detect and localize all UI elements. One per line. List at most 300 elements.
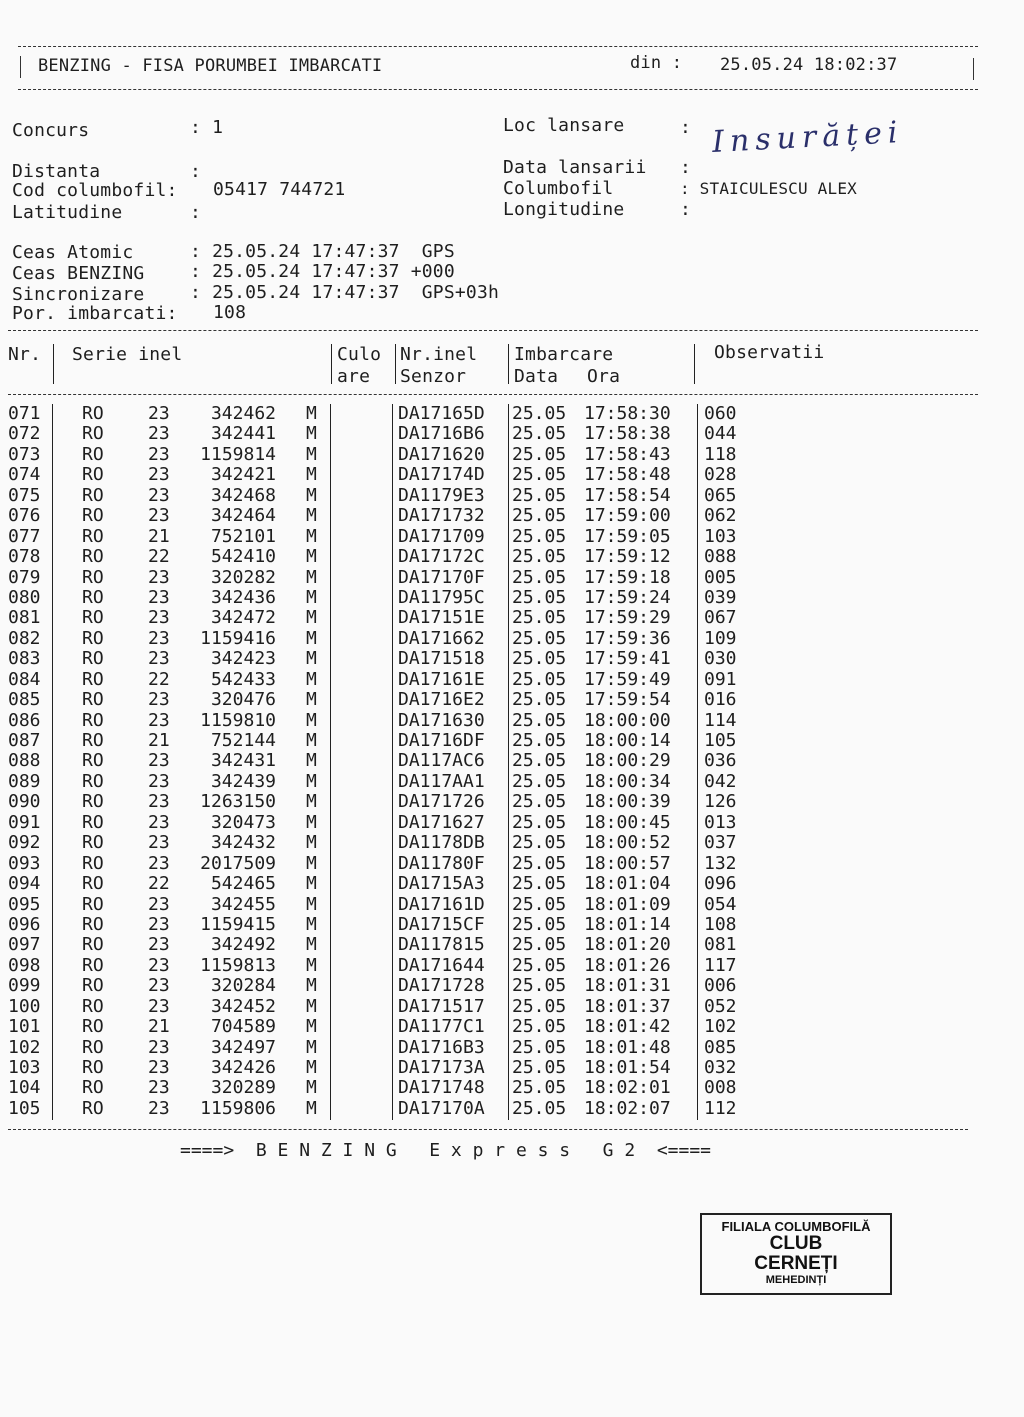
row-ring-number: 1159810 <box>200 709 276 731</box>
row-observation: 112 <box>704 1097 737 1119</box>
row-year: 23 <box>148 709 170 731</box>
header-divider-culoare <box>395 344 396 384</box>
row-observation: 081 <box>704 934 737 956</box>
row-country: RO <box>82 484 104 506</box>
print-date-label: din : <box>630 53 683 73</box>
row-nr: 072 <box>8 423 41 445</box>
row-country: RO <box>82 1016 104 1038</box>
row-time: 18:01:48 <box>584 1036 671 1058</box>
row-observation: 118 <box>704 443 737 465</box>
loc-lansare-label: Loc lansare <box>503 115 625 136</box>
row-country: RO <box>82 709 104 731</box>
row-sensor-tag: DA1716DF <box>398 730 485 751</box>
row-country: RO <box>82 913 104 935</box>
row-year: 23 <box>148 586 170 608</box>
row-country: RO <box>82 1097 104 1119</box>
row-country: RO <box>82 975 104 997</box>
row-date: 25.05 <box>512 832 567 854</box>
row-observation: 062 <box>704 505 737 527</box>
col-header-culoare-2: are <box>337 366 371 387</box>
row-sex: M <box>306 770 317 792</box>
row-nr: 098 <box>8 954 41 976</box>
row-country: RO <box>82 1077 104 1099</box>
row-ring-number: 342441 <box>210 423 276 445</box>
row-country: RO <box>82 546 104 568</box>
longitudine-value: : <box>680 199 692 220</box>
row-nr: 081 <box>8 607 41 629</box>
row-time: 18:00:29 <box>584 750 671 772</box>
row-sex: M <box>306 750 317 772</box>
table-row <box>0 404 1024 424</box>
row-sex: M <box>306 648 317 670</box>
row-date: 25.05 <box>512 668 567 690</box>
table-row <box>0 1058 1024 1078</box>
col-header-culoare-1: Culo <box>337 344 382 365</box>
row-sex: M <box>306 423 317 445</box>
row-time: 17:59:49 <box>584 668 671 690</box>
row-nr: 097 <box>8 934 41 956</box>
row-date: 25.05 <box>512 464 567 486</box>
row-nr: 094 <box>8 873 41 895</box>
table-row <box>0 670 1024 690</box>
table-bottom-rule <box>8 1129 968 1130</box>
row-sex: M <box>306 443 317 465</box>
table-row <box>0 772 1024 792</box>
row-date: 25.05 <box>512 403 567 424</box>
row-sensor-tag: DA117AA1 <box>398 770 485 792</box>
row-year: 23 <box>148 648 170 670</box>
header-divider-nr <box>53 344 54 384</box>
row-sensor-tag: DA17165D <box>398 403 485 424</box>
row-year: 23 <box>148 1077 170 1099</box>
row-sensor-tag: DA171620 <box>398 443 485 465</box>
row-country: RO <box>82 852 104 874</box>
row-sensor-tag: DA11780F <box>398 852 485 874</box>
row-date: 25.05 <box>512 505 567 527</box>
row-sensor-tag: DA1177C1 <box>398 1016 485 1038</box>
row-date: 25.05 <box>512 566 567 588</box>
row-sex: M <box>306 1057 317 1078</box>
row-date: 25.05 <box>512 627 567 649</box>
row-date: 25.05 <box>512 586 567 608</box>
row-sex: M <box>306 975 317 997</box>
row-country: RO <box>82 607 104 629</box>
row-date: 25.05 <box>512 546 567 568</box>
row-ring-number: 542465 <box>210 873 276 895</box>
row-year: 23 <box>148 464 170 486</box>
row-ring-number: 342462 <box>210 403 276 424</box>
row-time: 18:01:09 <box>584 893 671 915</box>
row-year: 23 <box>148 607 170 629</box>
row-nr: 074 <box>8 464 41 486</box>
porumbei-imbarcati-value: 108 <box>213 302 247 323</box>
row-nr: 100 <box>8 995 41 1017</box>
row-sex: M <box>306 791 317 813</box>
columbofil-label: Columbofil <box>503 178 614 199</box>
col-header-data: Data <box>514 366 559 387</box>
stamp-line-1: FILIALA COLUMBOFILĂ <box>721 1219 871 1234</box>
row-ring-number: 342468 <box>210 484 276 506</box>
row-observation: 030 <box>704 648 737 670</box>
row-sensor-tag: DA171709 <box>398 525 485 547</box>
row-sex: M <box>306 873 317 895</box>
row-sensor-tag: DA17170F <box>398 566 485 588</box>
row-sensor-tag: DA11795C <box>398 586 485 608</box>
row-ring-number: 1159806 <box>200 1097 276 1119</box>
row-year: 23 <box>148 627 170 649</box>
row-country: RO <box>82 750 104 772</box>
row-year: 23 <box>148 1036 170 1058</box>
row-sensor-tag: DA171517 <box>398 995 485 1017</box>
table-row <box>0 506 1024 526</box>
table-row <box>0 976 1024 996</box>
header-divider-nrinel <box>508 344 509 384</box>
row-country: RO <box>82 832 104 854</box>
concurs-label: Concurs <box>12 120 90 141</box>
row-time: 17:59:12 <box>584 546 671 568</box>
row-sex: M <box>306 709 317 731</box>
data-lansarii-colon: : <box>680 157 692 178</box>
row-country: RO <box>82 423 104 445</box>
row-ring-number: 342426 <box>210 1057 276 1078</box>
row-sensor-tag: DA171662 <box>398 627 485 649</box>
row-year: 23 <box>148 770 170 792</box>
row-ring-number: 342421 <box>210 464 276 486</box>
row-ring-number: 342455 <box>210 893 276 915</box>
row-sensor-tag: DA117815 <box>398 934 485 956</box>
row-country: RO <box>82 403 104 424</box>
row-sensor-tag: DA171726 <box>398 791 485 813</box>
row-year: 23 <box>148 423 170 445</box>
row-observation: 028 <box>704 464 737 486</box>
row-country: RO <box>82 770 104 792</box>
row-nr: 087 <box>8 730 41 751</box>
row-time: 18:00:39 <box>584 791 671 813</box>
row-time: 18:01:04 <box>584 873 671 895</box>
ceas-benzing-value: : 25.05.24 17:47:37 +000 <box>190 261 455 282</box>
row-sex: M <box>306 525 317 547</box>
row-observation: 103 <box>704 525 737 547</box>
row-ring-number: 320473 <box>210 811 276 833</box>
row-time: 17:59:36 <box>584 627 671 649</box>
row-nr: 071 <box>8 403 41 424</box>
row-time: 17:59:41 <box>584 648 671 670</box>
ceas-atomic-label: Ceas Atomic <box>12 242 134 263</box>
row-time: 17:59:24 <box>584 586 671 608</box>
row-time: 18:00:52 <box>584 832 671 854</box>
latitudine-value: : <box>190 202 202 223</box>
row-sex: M <box>306 586 317 608</box>
row-date: 25.05 <box>512 811 567 833</box>
table-row <box>0 608 1024 628</box>
col-header-serie: Serie inel <box>72 344 183 365</box>
row-date: 25.05 <box>512 709 567 731</box>
row-nr: 086 <box>8 709 41 731</box>
table-row <box>0 711 1024 731</box>
row-sensor-tag: DA1716B6 <box>398 423 485 445</box>
row-sex: M <box>306 484 317 506</box>
row-sex: M <box>306 546 317 568</box>
row-observation: 008 <box>704 1077 737 1099</box>
row-year: 23 <box>148 750 170 772</box>
row-year: 22 <box>148 546 170 568</box>
row-time: 17:59:18 <box>584 566 671 588</box>
table-row <box>0 751 1024 771</box>
header-right-edge <box>973 58 974 80</box>
row-country: RO <box>82 954 104 976</box>
table-row <box>0 813 1024 833</box>
row-observation: 042 <box>704 770 737 792</box>
row-country: RO <box>82 443 104 465</box>
row-sensor-tag: DA171644 <box>398 954 485 976</box>
table-row <box>0 731 1024 751</box>
table-row <box>0 424 1024 444</box>
table-row <box>0 915 1024 935</box>
sincronizare-label: Sincronizare <box>12 284 145 305</box>
table-row <box>0 1078 1024 1098</box>
table-body <box>0 404 1024 1119</box>
row-date: 25.05 <box>512 852 567 874</box>
row-ring-number: 320282 <box>210 566 276 588</box>
row-nr: 101 <box>8 1016 41 1038</box>
table-row <box>0 874 1024 894</box>
row-country: RO <box>82 1057 104 1078</box>
table-row <box>0 895 1024 915</box>
data-lansarii-label: Data lansarii <box>503 157 647 178</box>
col-header-nrinel-2: Senzor <box>400 366 467 387</box>
row-sensor-tag: DA17174D <box>398 464 485 486</box>
row-nr: 084 <box>8 668 41 690</box>
sincronizare-value: : 25.05.24 17:47:37 GPS+03h <box>190 282 500 303</box>
header-left-edge <box>20 56 21 78</box>
row-nr: 077 <box>8 525 41 547</box>
table-row <box>0 527 1024 547</box>
row-nr: 088 <box>8 750 41 772</box>
table-row <box>0 588 1024 608</box>
row-time: 17:59:00 <box>584 505 671 527</box>
row-sensor-tag: DA17151E <box>398 607 485 629</box>
row-time: 18:01:14 <box>584 913 671 935</box>
row-nr: 104 <box>8 1077 41 1099</box>
row-time: 18:00:14 <box>584 730 671 751</box>
row-nr: 091 <box>8 811 41 833</box>
row-sex: M <box>306 403 317 424</box>
latitudine-label: Latitudine <box>12 202 123 223</box>
row-date: 25.05 <box>512 689 567 711</box>
table-row <box>0 997 1024 1017</box>
row-nr: 082 <box>8 627 41 649</box>
row-ring-number: 342423 <box>210 648 276 670</box>
row-ring-number: 342492 <box>210 934 276 956</box>
row-nr: 073 <box>8 443 41 465</box>
row-date: 25.05 <box>512 484 567 506</box>
table-row <box>0 547 1024 567</box>
row-year: 23 <box>148 443 170 465</box>
row-observation: 052 <box>704 995 737 1017</box>
row-ring-number: 542410 <box>210 546 276 568</box>
row-sex: M <box>306 832 317 854</box>
row-ring-number: 2017509 <box>200 852 276 874</box>
row-sex: M <box>306 995 317 1017</box>
ceas-benzing-label: Ceas BENZING <box>12 263 145 284</box>
row-date: 25.05 <box>512 934 567 956</box>
row-year: 21 <box>148 525 170 547</box>
row-nr: 078 <box>8 546 41 568</box>
row-year: 23 <box>148 913 170 935</box>
row-country: RO <box>82 464 104 486</box>
row-date: 25.05 <box>512 1097 567 1119</box>
row-time: 18:01:31 <box>584 975 671 997</box>
columbofil-value: : STAICULESCU ALEX <box>680 179 857 198</box>
row-sensor-tag: DA171518 <box>398 648 485 670</box>
row-sex: M <box>306 505 317 527</box>
row-sex: M <box>306 627 317 649</box>
row-time: 18:00:00 <box>584 709 671 731</box>
porumbei-imbarcati-label: Por. imbarcati: <box>12 303 178 324</box>
row-sensor-tag: DA17161E <box>398 668 485 690</box>
header-bottom-rule <box>18 89 978 90</box>
header-top-rule <box>18 46 978 47</box>
row-date: 25.05 <box>512 1036 567 1058</box>
row-observation: 114 <box>704 709 737 731</box>
row-nr: 085 <box>8 689 41 711</box>
table-header-bottom-rule <box>8 394 978 395</box>
header-divider-serie <box>331 344 332 384</box>
row-observation: 032 <box>704 1057 737 1078</box>
table-row <box>0 1099 1024 1119</box>
row-time: 17:58:43 <box>584 443 671 465</box>
row-sex: M <box>306 689 317 711</box>
row-country: RO <box>82 893 104 915</box>
row-nr: 096 <box>8 913 41 935</box>
row-country: RO <box>82 934 104 956</box>
row-observation: 108 <box>704 913 737 935</box>
row-date: 25.05 <box>512 913 567 935</box>
club-stamp <box>700 1213 892 1295</box>
row-country: RO <box>82 586 104 608</box>
distanta-value: : <box>190 161 202 182</box>
row-year: 23 <box>148 954 170 976</box>
row-time: 18:00:45 <box>584 811 671 833</box>
row-year: 23 <box>148 852 170 874</box>
row-time: 17:58:30 <box>584 403 671 424</box>
row-date: 25.05 <box>512 525 567 547</box>
row-country: RO <box>82 730 104 751</box>
row-year: 23 <box>148 893 170 915</box>
row-sensor-tag: DA17172C <box>398 546 485 568</box>
row-date: 25.05 <box>512 443 567 465</box>
row-observation: 102 <box>704 1016 737 1038</box>
row-observation: 016 <box>704 689 737 711</box>
row-country: RO <box>82 1036 104 1058</box>
row-sensor-tag: DA17161D <box>398 893 485 915</box>
row-time: 18:01:26 <box>584 954 671 976</box>
table-row <box>0 1038 1024 1058</box>
row-observation: 065 <box>704 484 737 506</box>
row-nr: 080 <box>8 586 41 608</box>
table-row <box>0 935 1024 955</box>
row-sex: M <box>306 893 317 915</box>
row-observation: 044 <box>704 423 737 445</box>
row-ring-number: 1159813 <box>200 954 276 976</box>
row-year: 22 <box>148 873 170 895</box>
row-date: 25.05 <box>512 423 567 445</box>
row-ring-number: 1263150 <box>200 791 276 813</box>
row-nr: 076 <box>8 505 41 527</box>
row-country: RO <box>82 627 104 649</box>
row-sex: M <box>306 913 317 935</box>
row-observation: 109 <box>704 627 737 649</box>
row-ring-number: 1159415 <box>200 913 276 935</box>
row-sex: M <box>306 730 317 751</box>
row-date: 25.05 <box>512 791 567 813</box>
stamp-line-3: CERNEȚI <box>754 1253 838 1274</box>
row-sensor-tag: DA1715A3 <box>398 873 485 895</box>
row-date: 25.05 <box>512 607 567 629</box>
row-country: RO <box>82 689 104 711</box>
row-ring-number: 320476 <box>210 689 276 711</box>
row-observation: 054 <box>704 893 737 915</box>
row-year: 23 <box>148 995 170 1017</box>
row-ring-number: 1159814 <box>200 443 276 465</box>
row-year: 23 <box>148 505 170 527</box>
row-date: 25.05 <box>512 648 567 670</box>
row-year: 22 <box>148 668 170 690</box>
row-observation: 039 <box>704 586 737 608</box>
row-sex: M <box>306 668 317 690</box>
row-nr: 093 <box>8 852 41 874</box>
row-date: 25.05 <box>512 730 567 751</box>
row-sensor-tag: DA1716B3 <box>398 1036 485 1058</box>
row-year: 23 <box>148 791 170 813</box>
row-time: 18:02:01 <box>584 1077 671 1099</box>
row-observation: 036 <box>704 750 737 772</box>
row-nr: 103 <box>8 1057 41 1078</box>
row-nr: 089 <box>8 770 41 792</box>
table-header-top-rule <box>8 330 978 331</box>
table-row <box>0 792 1024 812</box>
row-sensor-tag: DA171732 <box>398 505 485 527</box>
row-nr: 092 <box>8 832 41 854</box>
row-country: RO <box>82 648 104 670</box>
row-ring-number: 320289 <box>210 1077 276 1099</box>
row-sensor-tag: DA117AC6 <box>398 750 485 772</box>
row-ring-number: 752101 <box>210 525 276 547</box>
row-country: RO <box>82 873 104 895</box>
row-year: 21 <box>148 730 170 751</box>
table-row <box>0 690 1024 710</box>
row-time: 18:02:07 <box>584 1097 671 1119</box>
row-time: 17:59:05 <box>584 525 671 547</box>
col-header-observatii: Observatii <box>714 342 825 363</box>
row-nr: 090 <box>8 791 41 813</box>
loc-lansare-handwritten: Insurăței <box>711 115 905 160</box>
row-ring-number: 342439 <box>210 770 276 792</box>
footer-device-label: ====> B E N Z I N G E x p r e s s G 2 <==== <box>180 1140 712 1161</box>
row-year: 23 <box>148 934 170 956</box>
row-date: 25.05 <box>512 975 567 997</box>
row-time: 18:01:37 <box>584 995 671 1017</box>
row-country: RO <box>82 791 104 813</box>
row-nr: 095 <box>8 893 41 915</box>
row-sensor-tag: DA1178DB <box>398 832 485 854</box>
table-row <box>0 854 1024 874</box>
row-ring-number: 542433 <box>210 668 276 690</box>
row-time: 17:58:54 <box>584 484 671 506</box>
table-row <box>0 1017 1024 1037</box>
table-row <box>0 649 1024 669</box>
row-year: 23 <box>148 689 170 711</box>
